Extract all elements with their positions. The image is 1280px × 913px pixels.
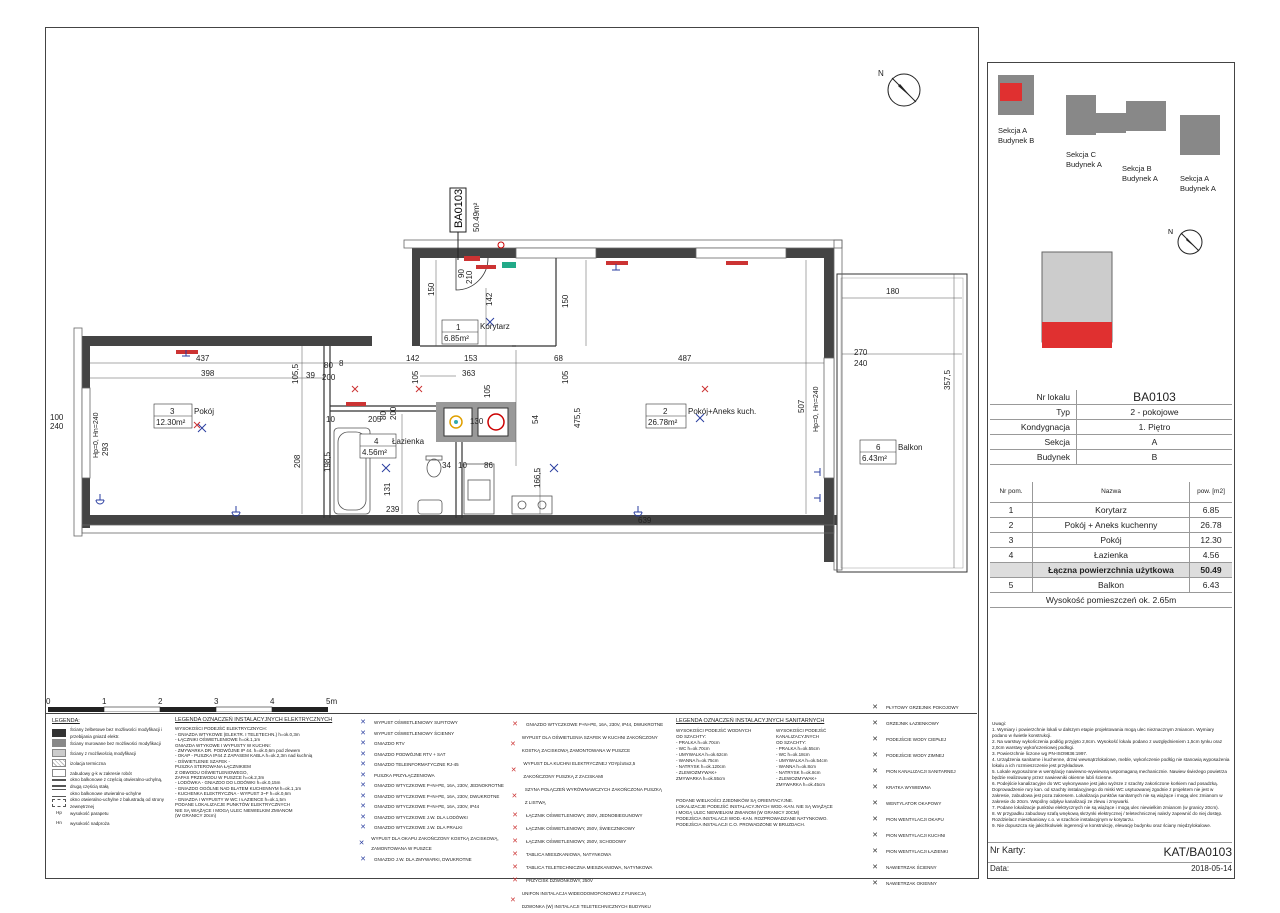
legend-symbol-icon: ✕: [360, 719, 366, 726]
svg-text:Pokój+Aneks kuch.: Pokój+Aneks kuch.: [688, 407, 757, 416]
svg-text:6.43m²: 6.43m²: [862, 454, 887, 463]
legend-line: - WC h=ok.70cm: [676, 746, 710, 752]
svg-text:N: N: [1168, 229, 1174, 236]
legend-elec-symbols-2: [510, 718, 665, 913]
legend-item: ✕ GNIAZDO TELEINFORMATYCZNE RJ-45: [358, 760, 508, 771]
dim-80: 80: [324, 361, 333, 370]
key-label-2b: Budynek A: [1066, 160, 1102, 169]
legend-item: ✕ PION WENTYLACJI KUCHNI: [870, 828, 974, 844]
legend-item: ✕ PRZYCISK DZWONKOWY, 250V: [510, 874, 665, 887]
note-line: 5. Lokale wyposażone w wentylację nawiewno-wywiewną wspomaganą mechanicznie. Nawiew świeżego powietrza będzie realizowany przez nawiewniki okienne lub/i ścienne.: [992, 769, 1227, 780]
legend-line: - WANNA h=ok.75cm: [676, 758, 719, 764]
legend-line: PODEJŚCIA INSTALACJI WOD.-KAN. ROZPROWADZANE NATYNKOWO.: [676, 816, 828, 822]
legend-symbol-icon: ✕: [360, 782, 366, 789]
legend-item: ✕ PION KANALIZACJI SANITARNEJ: [870, 764, 974, 780]
legend-line: - KUCHENKA ELEKTRYCZNA - WYPUST 3~F h=ok.0,6m: [175, 791, 291, 797]
unit-building: B: [1151, 452, 1158, 462]
legend-line: PODEJŚCIA INSTALACJI C.O. PROWADZONE W BRUZDACH.: [676, 822, 806, 828]
dim-363: 363: [462, 369, 476, 378]
toilet: [426, 456, 442, 477]
legend-sanitary-symbols: [870, 700, 974, 892]
date-row: Data: 2018-05-14: [990, 864, 1232, 873]
legend-symbol-icon: ✕: [872, 768, 878, 775]
legend-line: - ZMYWARKA DR. PODWÓJNE IP 44. h=ok.0,6m pod zlewem: [175, 748, 301, 754]
legend-symbol-icon: ✕: [360, 792, 366, 800]
svg-text:2: 2: [663, 407, 668, 416]
legend-symbol-icon: ✕: [360, 813, 366, 821]
dim-180: 180: [886, 287, 900, 296]
svg-text:4: 4: [270, 697, 275, 706]
height-row: Wysokość pomieszczeń ok. 2.65m: [990, 593, 1232, 608]
legend-line: - GNIAZDO OGÓLNE NAD BLATEM KUCHENNYM h=ok.1,1m: [175, 785, 302, 791]
svg-text:Pokój: Pokój: [194, 407, 215, 416]
key-label-1b: Budynek B: [998, 136, 1035, 145]
north-arrow-small-icon: [1168, 229, 1202, 254]
legend-item: ✕ GNIAZDO WTYCZKOWE J.W. DLA LODÓWKI: [358, 813, 508, 824]
legend-symbol-icon: ✕: [512, 825, 518, 832]
legend-sanitary: LEGENDA OZNACZEŃ INSTALACYJNYCH SANITARNYCH WYSOKOŚCI PODEJŚĆ WODNYCH OD SZACHTY: - PRALKA h=ok.70cm - WC h=ok.70cm - UMYWALKA h=ok.62cm - WANNA h=ok.75cm - NATRYSK h=ok.120cm - ZLEWOZMYWAK+ ZMYWARKA h=ok.55cm WYSOKOŚCI PODEJŚĆ KANALIZACYJNYCH OD SZACHTY: - PRALKA h=ok.55cm - WC h=ok.18cm - UMYWALKA h=ok.54cm - WANNA h=ok.8cm - NATRYSK h=ok.8cm - ZLEWOZMYWAK+ ZMYWARKA h=ok.45cm PODANE WIELKOŚCI ZJEDNIKÓW SĄ ORIENTACYJNE. LOKALIZACJE PODEJŚĆ INSTALACYJNYCH WOD.-KAN. NIE SĄ WIĄŻĄCE I MOGĄ ULEC NIEWIELKIM ZMIANOM (W GRANICY 20CM) PODEJŚCIA INSTALACJI WOD.-KAN. ROZPROWADZANE NATYNKOWO. PODEJŚCIA INSTALACJI C.O. PROWADZONE W BRUZDACH.: [676, 718, 866, 828]
legend-line: OD SZACHTY:: [676, 734, 707, 740]
svg-text:Korytarz: Korytarz: [480, 322, 510, 331]
dim-205: 205: [368, 415, 382, 424]
legend-symbol-icon: ✕: [512, 877, 518, 884]
legend-item: ✕ GNIAZDO RTV: [358, 739, 508, 750]
note-line: 8. W przypadku zabudowy szafą wnękową skrzynki elektrycznej / teletechnicznej należy zapewnić do niej dostęp. Rozdzielacz mieszkaniowy c.o. w szachcie instalacyjnym w korytarzu.: [992, 811, 1223, 822]
dim-270: 270: [854, 348, 868, 357]
legend-item: ✕ ŁĄCZNIK OŚWIETLENIOWY, 250V, ŚWIECZNIKOWY: [510, 822, 665, 835]
svg-text:5m: 5m: [326, 697, 338, 706]
legend-line: - PRALKA h=ok.70cm: [676, 740, 720, 746]
table-row: 1 Korytarz 6.85: [990, 503, 1232, 518]
room-label-1: [442, 320, 510, 344]
dim-150a: 150: [427, 282, 436, 296]
rooms-table: Nr pom. Nazwa pow. [m2] 1 Korytarz 6.85 2 Pokój + Aneks kuchenny 26.78 3 Pokój 12.30 4 Łazienka 4.56 Łączna powierzchnia użytkowa 50.49 5 Balkon 6.43 Wysokość pomieszczeń ok. 2.65m: [990, 482, 1232, 608]
legend-item: ✕ PION WENTYLACJI OKAPU: [870, 812, 974, 828]
dim-10: 10: [326, 415, 335, 424]
legend-item: ✕ UNIFON INSTALACJA WIDEODOMOFONOWEJ Z FUNKCJĄ DZWONKA (W) INSTALACJI TELETECHNICZNYCH BUDYNKU: [510, 891, 651, 909]
legend-item: ✕ PODEJŚCIE WODY ZIMNEJ: [870, 748, 974, 764]
legend-line: - OKAP - PUSZKA IP44 Z ZAPASEM KABLA h=ok.2,3m nad kuchnią: [175, 753, 313, 759]
legend-symbol-icon: ✕: [872, 832, 878, 839]
dim-142a: 142: [406, 354, 420, 363]
unit-info-table: Nr lokalu BA0103 Typ 2 - pokojowe Kondygnacja 1. Piętro Sekcja A Budynek B: [990, 390, 1232, 465]
svg-text:6.85m²: 6.85m²: [444, 334, 469, 343]
legend-line: ZMYWARKA h=ok.45cm: [776, 782, 825, 788]
north-arrow-icon: [878, 69, 920, 106]
legend-line: - OŚWIETLENIE SZAFEK -: [175, 758, 231, 764]
dim-39: 39: [306, 371, 315, 380]
floor-plan: [46, 28, 976, 712]
dim-293: 293: [101, 442, 110, 456]
svg-text:2: 2: [158, 697, 163, 706]
legend-item: ✕ SZYNA POŁĄCZEŃ WYRÓWNAWCZYCH ZAKOŃCZONA PUSZKĄ Z LISTWĄ: [511, 787, 662, 805]
dim-240: 240: [50, 422, 64, 431]
svg-text:1: 1: [102, 697, 107, 706]
key-label-3a: Sekcja B: [1122, 164, 1152, 173]
dim-130: 130: [470, 417, 484, 426]
legend-item: ✕ GNIAZDO WTYCZKOWE J.W. DLA PRALKI: [358, 823, 508, 834]
dim-3575: 357,5: [943, 369, 952, 390]
dim-153: 153: [464, 354, 478, 363]
dim-142b: 142: [485, 292, 494, 306]
legend-line: - ZLEWOZMYWAK+: [676, 770, 717, 776]
legend-symbol-icon: ✕: [872, 784, 878, 791]
key-label-4b: Budynek A: [1180, 184, 1216, 193]
svg-text:4.56m²: 4.56m²: [362, 448, 387, 457]
dim-4755: 475,5: [573, 407, 582, 428]
legend-line: ZAPAS PRZEWODU W PUSZCE h=ok.2,3m: [175, 775, 265, 781]
key-label-4a: Sekcja A: [1180, 174, 1210, 183]
legend-item: ✕ TABLICA MIESZKANIOWA, NATYNKOWA: [510, 848, 665, 861]
svg-text:Balkon: Balkon: [898, 443, 923, 452]
legend-symbol-icon: ✕: [512, 864, 518, 871]
site-key-plan: [990, 65, 1232, 210]
legend-symbol-icon: ✕: [872, 704, 878, 711]
hp-label-1: Hp=0, Hn=240: [93, 412, 100, 458]
svg-text:1: 1: [456, 323, 461, 332]
legend-item: ✕ TABLICA TELETECHNICZNA MIESZKANIOWA, NATYNKOWA: [510, 861, 665, 874]
dim-80b: 80: [379, 411, 388, 420]
legend-line: WYSOKOŚCI PODEJŚĆ WODNYCH: [676, 728, 752, 734]
legend-item: ✕ PION WENTYLACJI ŁAZIENKI: [870, 844, 974, 860]
legend-symbol-icon: ✕: [360, 740, 366, 747]
svg-text:3: 3: [214, 697, 219, 706]
dim-86: 86: [484, 461, 493, 470]
table-row: 3 Pokój 12.30: [990, 533, 1232, 548]
key-label-3b: Budynek A: [1122, 174, 1158, 183]
legend-line: PUSZKA STEROWANA ŁĄCZNIKIEM: [175, 764, 251, 770]
legend-item: ✕ GNIAZDO WTYCZKOWE P+N+PE, 16A, 230V, JEDNOKROTNE: [358, 781, 508, 792]
legend-symbol-icon: ✕: [511, 792, 518, 800]
legend-symbol-icon: ✕: [512, 812, 518, 819]
legend-line: - UMYWALKA h=ok.54cm: [776, 758, 828, 764]
legend-line: PODANE WIELKOŚCI ZJEDNIKÓW SĄ ORIENTACYJNE.: [676, 798, 794, 804]
legend-walls: LEGENDA: Ściany żelbetowe bez możliwości modyfikacji i przebijania gniazd elektr. Ściany murowane bez możliwości modyfikacji Ściany z możliwością modyfikacji izolacja termiczna zabudowy g-k w zakresie robót okno balkonowe z częścią otwieralno-uchylną, drugą częścią stałą okno balkonowe otwieralno-uchylne okno otwieralno-uchylne z balustradą od strony zewnętrznej Hp wysokość parapetu Hn wysokość nadproża: [52, 718, 165, 826]
legend-symbol-icon: ✕: [872, 880, 878, 887]
legend-item: ✕ PŁYTOWY GRZEJNIK POKOJOWY: [870, 700, 974, 716]
legend-symbol-icon: ✕: [512, 851, 518, 858]
legend-item: ✕ GRZEJNIK ŁAZIENKOWY: [870, 716, 974, 732]
dim-54: 54: [531, 415, 540, 424]
dim-8: 8: [339, 359, 344, 368]
dim-507: 507: [797, 399, 806, 413]
dim-200b: 200: [389, 406, 398, 420]
legend-item: ✕ WENTYLATOR OKAPOWY: [870, 796, 974, 812]
room-label-2: [646, 404, 756, 428]
legend-item: ✕ GNIAZDO WTYCZKOWE P+N+PE, 16A, 230V, DWUKROTNE: [358, 792, 508, 803]
legend-symbol-icon: ✕: [360, 824, 366, 831]
legend-line: (W GRANICY 20cm): [175, 812, 217, 818]
table-row: 4 Łazienka 4.56: [990, 548, 1232, 563]
dim-105b: 105: [483, 384, 492, 398]
dim-105c: 105: [561, 370, 570, 384]
legend-symbol-icon: ✕: [358, 839, 365, 847]
card-number: KAT/BA0103: [1163, 845, 1232, 859]
date-value: 2018-05-14: [1191, 864, 1232, 873]
legend-symbol-icon: ✕: [360, 771, 366, 779]
dim-239: 239: [386, 505, 400, 514]
legend-line: OD SZACHTY:: [776, 740, 807, 746]
dim-240b: 240: [854, 359, 868, 368]
legend-line: LOKALIZACJE PODEJŚĆ INSTALACYJNYCH WOD.-KAN. NIE SĄ WIĄŻĄCE: [676, 804, 833, 810]
legend-item: ✕ ŁĄCZNIK OŚWIETLENIOWY, 250V, JEDNOBIEGUNOWY: [510, 809, 665, 822]
table-row: 2 Pokój + Aneks kuchenny 26.78: [990, 518, 1232, 533]
legend-item: ✕ GNIAZDO J.W. DLA ZMYWARKI, DWUKROTNE: [358, 855, 508, 866]
legend-symbol-icon: ✕: [872, 816, 878, 823]
dim-1985: 198,5: [323, 451, 332, 472]
unit-floor: 1. Piętro: [1138, 422, 1171, 432]
legend-line: - GNIAZDA WTYKOWE (ELEKTR. I TELETECHN.) h=ok.0,3m: [175, 731, 300, 737]
dim-100: 100: [50, 413, 64, 422]
inner-walls: [324, 258, 556, 518]
total-row: Łączna powierzchnia użytkowa 50.49: [990, 563, 1232, 578]
svg-text:N: N: [878, 69, 884, 78]
dim-90: 90: [457, 269, 466, 278]
svg-text:50.49m²: 50.49m²: [472, 202, 481, 232]
dim-639: 639: [638, 516, 652, 525]
note-line: 7. Podane lokalizacje punktów elektrycznych nie są wiążące i mogą ulec niewielkim zmianom (w granicy 20cm).: [992, 805, 1219, 810]
legend-symbol-icon: ✕: [360, 761, 366, 768]
notes: Uwagi: 1. Wymiary i powierzchnie lokali w dalszym etapie projektowania mogą ulec nieznacznym zmianom. Wymiary podano w świetle konstrukcji. 2. Na warstwy wykończenia podłóg przyjęto 2,8cm. Wysokość lokalu podano z uwzględnieniem 1,5cm tynku oraz 2,0cm warstwy wykończeniowej podłogi. 3. Powierzchnie liczone wg PN-ISO9836:1997. 4. Urządzenia sanitarne i kuchenne, drzwi wewnątrzlokalowe, meble, wykończenie podłóg nie stanowią wyposażenia lokalu a ich rozmieszczenie jest przykładowe. 5. Lokale wyposażone w wentylację nawiewno-wywiewną wspomaganą mechanicznie. Nawiew świeżego powietrza będzie realizowany przez nawiewniki okienne lub/i ścienne. 6. Podejście kanalizacyjne do WC wykonywane jest jako wyższe z szachty zakończone korkiem nad posadzką. Doprowadzenie rury kan. od szachty instalacyjnego do miski WC usytuowanej zgodnie z projektem nie jest w zakresie, zabudowa jest poza zakresem. Lokalizacja punktów sanitarnych nie są wiążące i mogą ulec zmianom w zakresie do 20cm. Wspólny odpływ kanalizacji ze zlewu i zmywarki. 7. Podane lokalizacje punktów elektrycznych nie są wiążące i mogą ulec niewielkim zmianom (w granicy 20cm). 8. W przypadku zabudowy szafą wnękową skrzynki elektrycznej / teletechnicznej należy zapewnić do niej dostęp. Rozdzielacz mieszkaniowy c.o. w szachcie instalacyjnym w korytarzu. 9. Nie dopuszcza się jakichkolwiek ingerencji w konstrukcję, elewację budynku oraz ściany międzylokalowe.: [992, 721, 1230, 828]
note-line: 3. Powierzchnie liczone wg PN-ISO9836:1997.: [992, 751, 1088, 756]
legend-line: WYSOKOŚCI PODEJŚĆ ELEKTRYCZNYCH:: [175, 726, 267, 732]
dim-1665: 166,5: [533, 467, 542, 488]
dim-150b: 150: [561, 294, 570, 308]
legend-line: - WC h=ok.18cm: [776, 752, 810, 758]
dim-208: 208: [293, 454, 302, 468]
key-label-2a: Sekcja C: [1066, 150, 1097, 159]
card-number-row: Nr Karty: KAT/BA0103: [990, 845, 1232, 859]
dim-10b: 10: [458, 461, 467, 470]
door-bell-icon: [498, 242, 504, 248]
note-line: 4. Urządzenia sanitarne i kuchenne, drzwi wewnątrzlokalowe, meble, wykończenie podłóg nie stanowią wyposażenia lokalu a ich rozmieszczenie jest przykładowe.: [992, 757, 1230, 768]
legend-line: - GNIAZDA I WYPUSTY W WC I ŁAZIENCE h=ok.1,5m: [175, 796, 286, 802]
legend-line: I MOGĄ ULEC NIEWIELKIM ZMIANOM (W GRANICY 20CM): [676, 810, 800, 816]
legend-symbol-icon: ✕: [510, 766, 517, 774]
legend-line: - NATRYSK h=ok.120cm: [676, 764, 726, 770]
legend-symbol-icon: ✕: [512, 721, 518, 728]
unit-number: BA0103: [1133, 390, 1176, 404]
unit-section: A: [1151, 437, 1158, 447]
legend-line: Z OBWODU OŚWIETLENIOWEGO,: [175, 769, 248, 775]
legend-symbol-icon: ✕: [872, 800, 878, 807]
svg-text:0: 0: [46, 697, 51, 706]
legend-symbol-icon: ✕: [360, 750, 366, 758]
legend-symbol-icon: ✕: [872, 752, 878, 759]
legend-item: ✕ NAWIETRZAK OKIENNY: [870, 876, 974, 892]
legend-line: - ZLEWOZMYWAK+: [776, 776, 817, 782]
dim-437: 437: [196, 354, 210, 363]
legend-line: PODANE LOKALIZACJE PUNKTÓW ELEKTRYCZNYCH: [175, 802, 290, 808]
legend-item: ✕ GNIAZDO WTYCZKOWE P+N+PE, 16A, 230V, IP44: [358, 802, 508, 813]
balcony-outline: [837, 274, 967, 572]
legend-item: ✕ PODEJŚCIE WODY CIEPŁEJ: [870, 732, 974, 748]
legend-symbol-icon: ✕: [360, 729, 366, 737]
legend-item: ✕ GNIAZDO WTYCZKOWE P+N+PE, 16A, 230V, IP44, DWUKROTNE: [510, 718, 665, 731]
dim-131: 131: [383, 482, 392, 496]
legend-item: ✕ WYPUST OŚWIETLENIOWY SUFITOWY: [358, 718, 508, 729]
svg-text:Łazienka: Łazienka: [392, 437, 425, 446]
dim-105a: 105: [411, 370, 420, 384]
svg-text:4: 4: [374, 437, 379, 446]
legend-line: - PRALKA h=ok.55cm: [776, 746, 820, 752]
key-label-1a: Sekcja A: [998, 126, 1028, 135]
legend-symbol-icon: ✕: [360, 855, 366, 863]
floor-key-plan: [990, 212, 1232, 382]
dim-1055: 105,5: [291, 363, 300, 384]
room-label-4: [360, 434, 425, 458]
dim-398: 398: [201, 369, 215, 378]
legend-symbol-icon: ✕: [872, 848, 878, 855]
legend-item: ✕ KRATKA WYWIEWNA: [870, 780, 974, 796]
legend-item: ✕ PUSZKA PRZYŁĄCZENIOWA: [358, 771, 508, 782]
footer-divider: [988, 842, 1232, 843]
legend-elec-symbols: [358, 718, 508, 865]
legend-line: NIE SĄ WIĄŻĄCE I MOGĄ ULEC NIEWIELKIM ZMIANOM: [175, 807, 293, 813]
dim-487: 487: [678, 354, 692, 363]
washbasin: [418, 500, 442, 514]
legend-line: - WANNA h=ok.8cm: [776, 764, 816, 770]
note-line: 2. Na warstwy wykończenia podłóg przyjęto 2,8cm. Wysokość lokalu podano z uwzględnieniem 1,5cm tynku oraz 2,0cm warstwy wykończeniowej podłogi.: [992, 739, 1223, 750]
legend-item: ✕ GNIAZDO PODWÓJNE RTV + SAT: [358, 750, 508, 761]
dim-68: 68: [554, 354, 563, 363]
unit-type: 2 - pokojowe: [1130, 407, 1179, 417]
legend-symbol-icon: ✕: [510, 896, 516, 904]
room-label-6: [860, 440, 922, 464]
balcony-row: 5 Balkon 6.43: [990, 578, 1232, 593]
legend-symbol-icon: ✕: [872, 736, 878, 743]
plan-legend-divider: [45, 713, 977, 714]
svg-text:6: 6: [876, 443, 881, 452]
legend-item: ✕ NAWIETRZAK ŚCIENNY: [870, 860, 974, 876]
dim-34: 34: [442, 461, 451, 470]
dim-200: 200: [322, 373, 336, 382]
legend-line: - UMYWALKA h=ok.62cm: [676, 752, 728, 758]
sockets: [96, 264, 820, 516]
legend-item: ✕ ŁĄCZNIK OŚWIETLENIOWY, 250V, SCHODOWY: [510, 835, 665, 848]
legend-electrical: LEGENDA OZNACZEŃ INSTALACYJNYCH ELEKTRYCZNYCH WYSOKOŚCI PODEJŚĆ ELEKTRYCZNYCH: - GNIAZDA WTYKOWE (ELEKTR. I TELETECHN.) h=ok.0,3m - ŁĄCZNIKI OŚWIETLENIOWE h=ok.1,1m GNIAZDA WTYKOWE I WYPUSTY W KUCHNI: - ZMYWARKA DR. PODWÓJNE IP 44. h=ok.0,6m pod zlewem - OKAP - PUSZKA IP44 Z ZAPASEM KABLA h=ok.2,3m nad kuchnią - OŚWIETLENIE SZAFEK - PUSZKA STEROWANA ŁĄCZNIKIEM Z OBWODU OŚWIETLENIOWEGO, ZAPAS PRZEWODU W PUSZCE h=ok.2,3m - LODÓWKA - GNIAZDO DO LODÓWKI h=ok.0,15m - GNIAZDO OGÓLNE NAD BLATEM KUCHENNYM h=ok.1,1m - KUCHENKA ELEKTRYCZNA - WYPUST 3~F h=ok.0,6m - GNIAZDA I WYPUSTY W WC I ŁAZIENCE h=ok.1,5m PODANE LOKALIZACJE PUNKTÓW ELEKTRYCZNYCH NIE SĄ WIĄŻĄCE I MOGĄ ULEC NIEWIELKIM ZMIANOM (W GRANICY 20cm): [175, 718, 345, 818]
svg-text:12.30m²: 12.30m²: [156, 418, 186, 427]
legend-item: ✕ WYPUST DLA KUCHNI ELEKTRYCZNEJ YDYpżo5x2,5 ZAKOŃCZONY PUSZKĄ Z ZACISKAMI: [510, 761, 636, 779]
dim-210: 210: [465, 270, 474, 284]
svg-text:BA0103: BA0103: [453, 188, 465, 228]
legend-line: WYSOKOŚCI PODEJŚĆ KANALIZACYJNYCH: [776, 728, 827, 740]
note-line: 1. Wymiary i powierzchnie lokali w dalszym etapie projektowania mogą ulec nieznacznym zmianom. Wymiary podano w świetle konstrukcji.: [992, 727, 1215, 738]
svg-text:26.78m²: 26.78m²: [648, 418, 678, 427]
legend-line: - ŁĄCZNIKI OŚWIETLENIOWE h=ok.1,1m: [175, 737, 261, 743]
note-line: 9. Nie dopuszcza się jakichkolwiek ingerencji w konstrukcję, elewację budynku oraz ściany międzylokalowe.: [992, 823, 1212, 828]
footer-divider-2: [988, 862, 1232, 863]
hp-label-2: Hp=0, Hn=240: [813, 386, 820, 432]
legend-line: ZMYWARKA h=ok.55cm: [676, 776, 725, 782]
legend-item: ✕ WYPUST DLA OKAPU ZAKOŃCZONY KOSTKĄ ZACISKOWĄ, ZAMONTOWANA W PUSZCE: [358, 835, 499, 851]
legend-symbol-icon: ✕: [872, 864, 878, 871]
note-line: 6. Podejście kanalizacyjne do WC wykonywane jest jako wyższe z szachty zakończone korkiem nad posadzką. Doprowadzenie rury kan. od szachty instalacyjnego do miski WC usytuowanej zgodnie z projektem nie jest w zakresie, zabudowa jest poza zakresem. Lokalizacja punktów sanitarnych nie są wiążące i mogą ulec zmianom w zakresie do 20cm. Wspólny odpływ kanalizacji ze zlewu i zmywarki.: [992, 781, 1223, 804]
svg-text:3: 3: [170, 407, 175, 416]
legend-item: ✕ WYPUST OŚWIETLENIOWY ŚCIENNY: [358, 729, 508, 740]
legend-line: - LODÓWKA - GNIAZDO DO LODÓWKI h=ok.0,15m: [175, 780, 281, 786]
legend-symbol-icon: ✕: [872, 720, 878, 727]
legend-symbol-icon: ✕: [360, 803, 366, 810]
legend-line: GNIAZDA WTYKOWE I WYPUSTY W KUCHNI:: [175, 742, 271, 748]
legend-item: ✕ WYPUST DLA OŚWIETLENIA SZAFEK W KUCHNI ZAKOŃCZONY KOSTKĄ ZACISKOWĄ ZAMONTOWANA W PUSZCE: [510, 735, 658, 753]
scale-bar: [46, 697, 337, 712]
legend-symbol-icon: ✕: [510, 740, 516, 748]
legend-line: - NATRYSK h=ok.8cm: [776, 770, 821, 776]
legend-symbol-icon: ✕: [512, 838, 518, 845]
